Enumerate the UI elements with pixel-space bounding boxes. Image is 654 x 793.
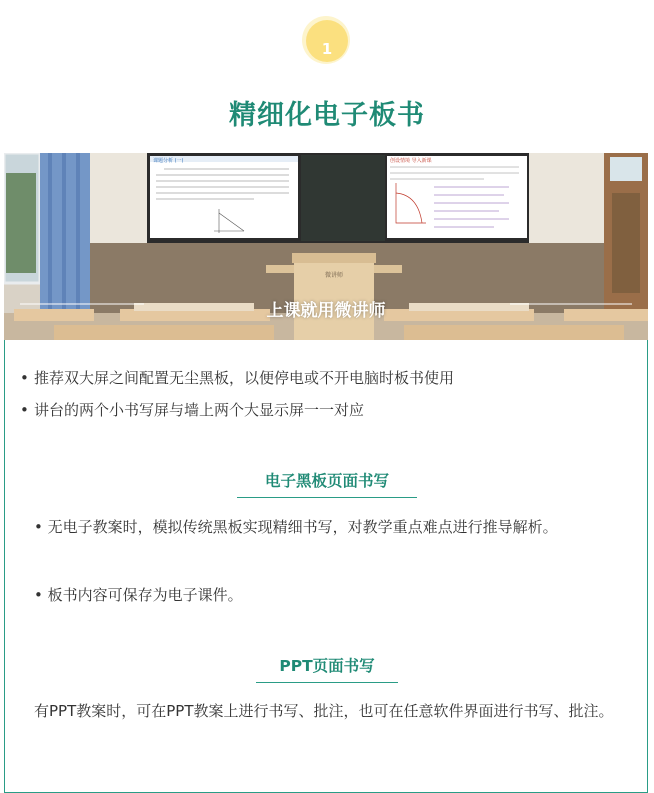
classroom-photo (4, 153, 648, 340)
heading-underline (237, 497, 417, 498)
section2-text: 有PPT教案时，可在PPT教案上进行书写、批注，也可在任意软件界面进行书写、批注。 (34, 702, 614, 720)
bullet-text: 讲台的两个小书写屏与墙上两个大显示屏一一对应 (34, 401, 365, 419)
badge-number: 1 (321, 40, 333, 58)
bullet-text: 推荐双大屏之间配置无尘黑板，以便停电或不开电脑时板书使用 (34, 369, 455, 387)
badge-circle (306, 20, 348, 62)
svg-text:创设情境 导入新课: 创设情境 导入新课 (390, 158, 432, 164)
bullet-dot-icon: • (20, 369, 29, 387)
section-heading-ppt (0, 654, 654, 676)
hero-caption: 上课就用微讲师 (266, 301, 386, 321)
section1-item (34, 580, 626, 610)
section-heading-blackboard (0, 469, 654, 491)
list-item (20, 399, 630, 421)
bullet-dot-icon: • (20, 401, 29, 419)
section-title: PPT页面书写 (279, 657, 375, 675)
bullet-dot-icon: • (34, 586, 48, 604)
item-text: 无电子教案时，模拟传统黑板实现精细书写，对教学重点难点进行推导解析。 (47, 518, 558, 536)
page-title: 精细化电子板书 (229, 100, 425, 131)
item-text: 板书内容可保存为电子课件。 (47, 586, 243, 604)
list-item (20, 367, 630, 389)
section1-item (34, 512, 626, 542)
section-title: 电子黑板页面书写 (264, 472, 389, 490)
intro-bullet-list (20, 367, 630, 431)
heading-underline (256, 682, 398, 683)
step-badge (302, 10, 352, 66)
bullet-dot-icon: • (34, 518, 48, 536)
svg-text:课题分析 (一): 课题分析 (一) (153, 158, 184, 164)
svg-text:微讲师: 微讲师 (324, 272, 344, 279)
